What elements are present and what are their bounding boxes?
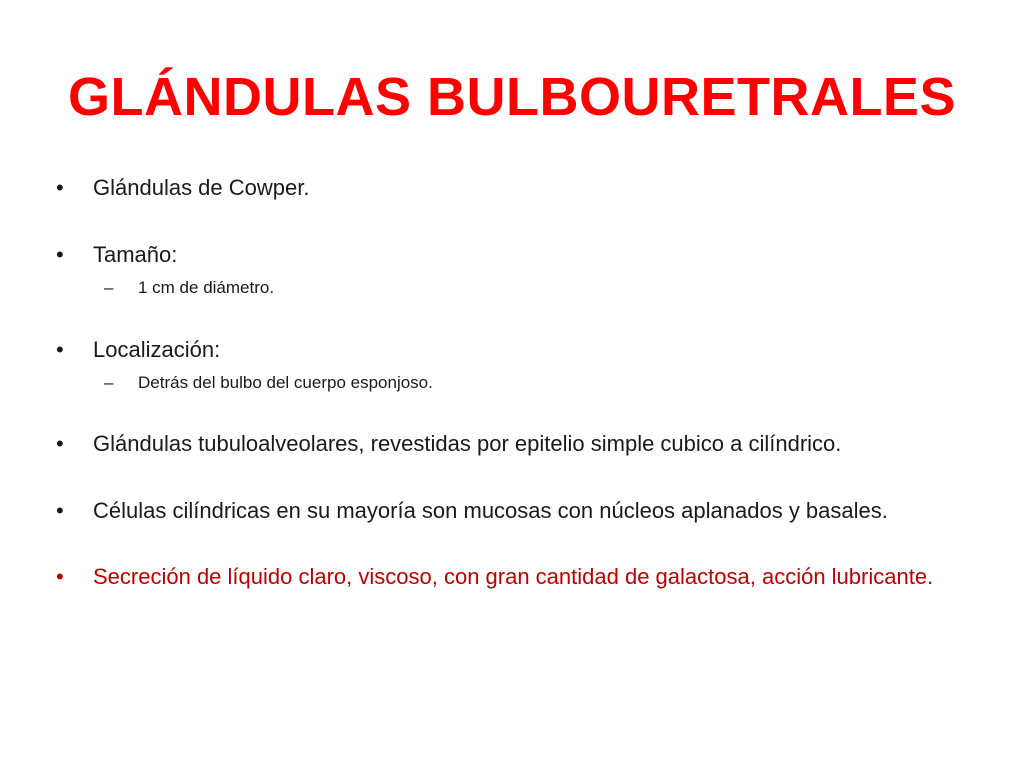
bullet-text: Células cilíndricas en su mayoría son mucosas con núcleos aplanados y basales. [93,498,888,523]
bullet-marker: • [56,337,64,362]
sub-bullet-text: 1 cm de diámetro. [138,278,275,297]
bullet-item-cowper [56,174,956,201]
bullet-marker: • [56,242,64,267]
sub-bullet-marker: – [104,373,114,392]
slide-title: GLÁNDULAS BULBOURETRALES [68,67,956,127]
bullet-marker: • [56,175,64,200]
bullet-item-secretion [56,563,956,590]
bullet-item-epithelium [56,430,956,457]
bullet-text: Secreción de líquido claro, viscoso, con gran cantidad de galactosa, acción lubricante. [93,564,934,589]
bullet-item-size [56,241,956,268]
bullet-list [56,174,956,590]
bullet-marker: • [56,431,64,456]
sub-bullet-text: Detrás del bulbo del cuerpo esponjoso. [138,373,433,392]
bullet-text: Tamaño: [93,242,178,267]
sub-item-size [56,277,956,299]
sub-item-location [56,372,956,394]
bullet-item-cells [56,497,956,524]
bullet-marker: • [56,498,64,523]
bullet-text: Glándulas de Cowper. [93,175,310,200]
bullet-item-location [56,336,956,363]
sub-bullet-marker: – [104,278,114,297]
bullet-text: Localización: [93,337,221,362]
bullet-marker: • [56,564,64,589]
bullet-text: Glándulas tubuloalveolares, revestidas por epitelio simple cubico a cilíndrico. [93,431,842,456]
